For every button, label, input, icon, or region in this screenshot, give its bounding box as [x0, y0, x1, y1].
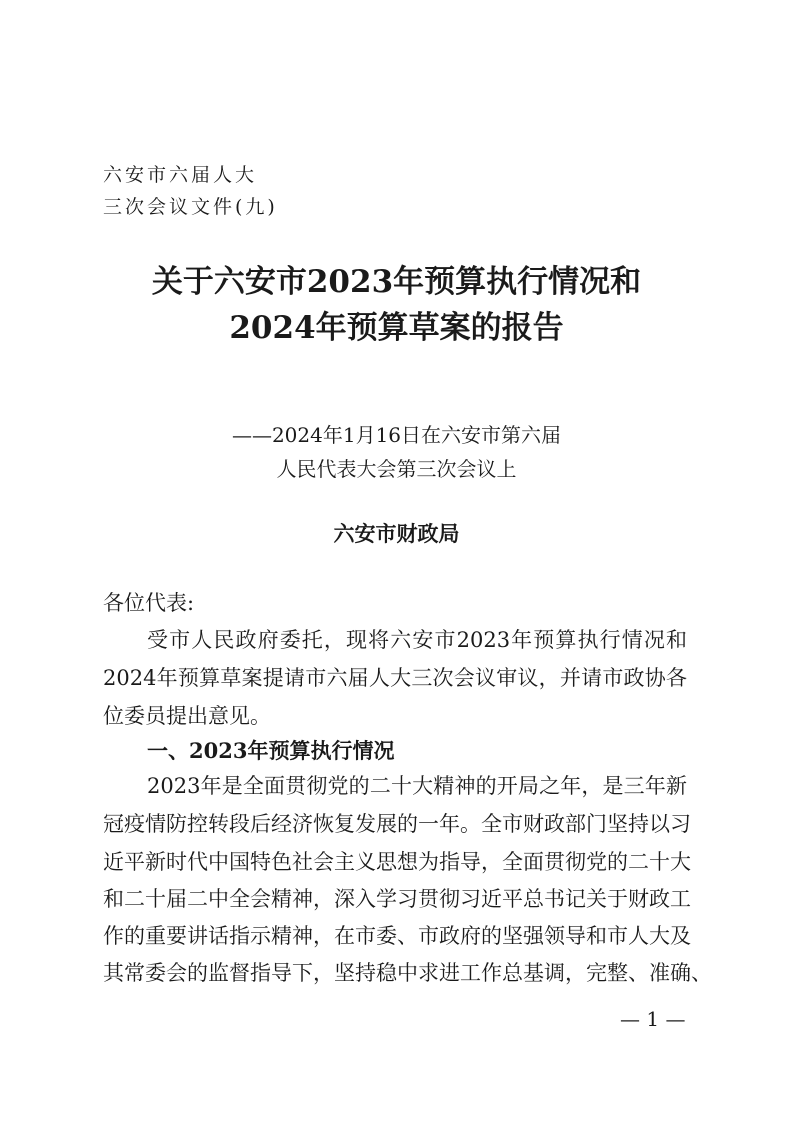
report-title-line-1: 关于六安市2023年预算执行情况和: [151, 264, 642, 300]
paragraph-line-4: 和二十届二中全会精神，深入学习贯彻习近平总书记关于财政工: [103, 887, 691, 911]
page-number: — 1 —: [620, 1007, 686, 1031]
paragraph-line-5: 作的重要讲话指示精神，在市委、市政府的坚强领导和市人大及: [103, 924, 691, 948]
section-heading: 一、2023年预算执行情况: [147, 738, 395, 763]
doc-label-1: 六安市六届人大: [103, 164, 258, 186]
paragraph-line-3: 近平新时代中国特色社会主义思想为指导，全面贯彻党的二十大: [103, 850, 691, 874]
doc-label-2: 三次会议文件(九): [103, 196, 278, 218]
salutation: 各位代表:: [103, 591, 195, 615]
subtitle-line-1: ——2024年1月16日在六安市第六届: [231, 423, 562, 447]
subtitle-line-2: 人民代表大会第三次会议上: [276, 457, 517, 481]
paragraph-line-1: 2023年是全面贯彻党的二十大精神的开局之年，是三年新: [147, 774, 687, 798]
issuing-organization: 六安市财政局: [333, 521, 460, 546]
report-title-line-2: 2024年预算草案的报告: [229, 310, 564, 346]
intro-line-1: 受市人民政府委托，现将六安市2023年预算执行情况和: [147, 628, 687, 652]
intro-line-2: 2024年预算草案提请市六届人大三次会议审议，并请市政协各: [103, 666, 687, 690]
paragraph-line-2: 冠疫情防控转段后经济恢复发展的一年。全市财政部门坚持以习: [103, 812, 691, 836]
paragraph-line-6: 其常委会的监督指导下，坚持稳中求进工作总基调，完整、准确、: [103, 961, 712, 985]
intro-line-3: 位委员提出意见。: [103, 704, 271, 728]
